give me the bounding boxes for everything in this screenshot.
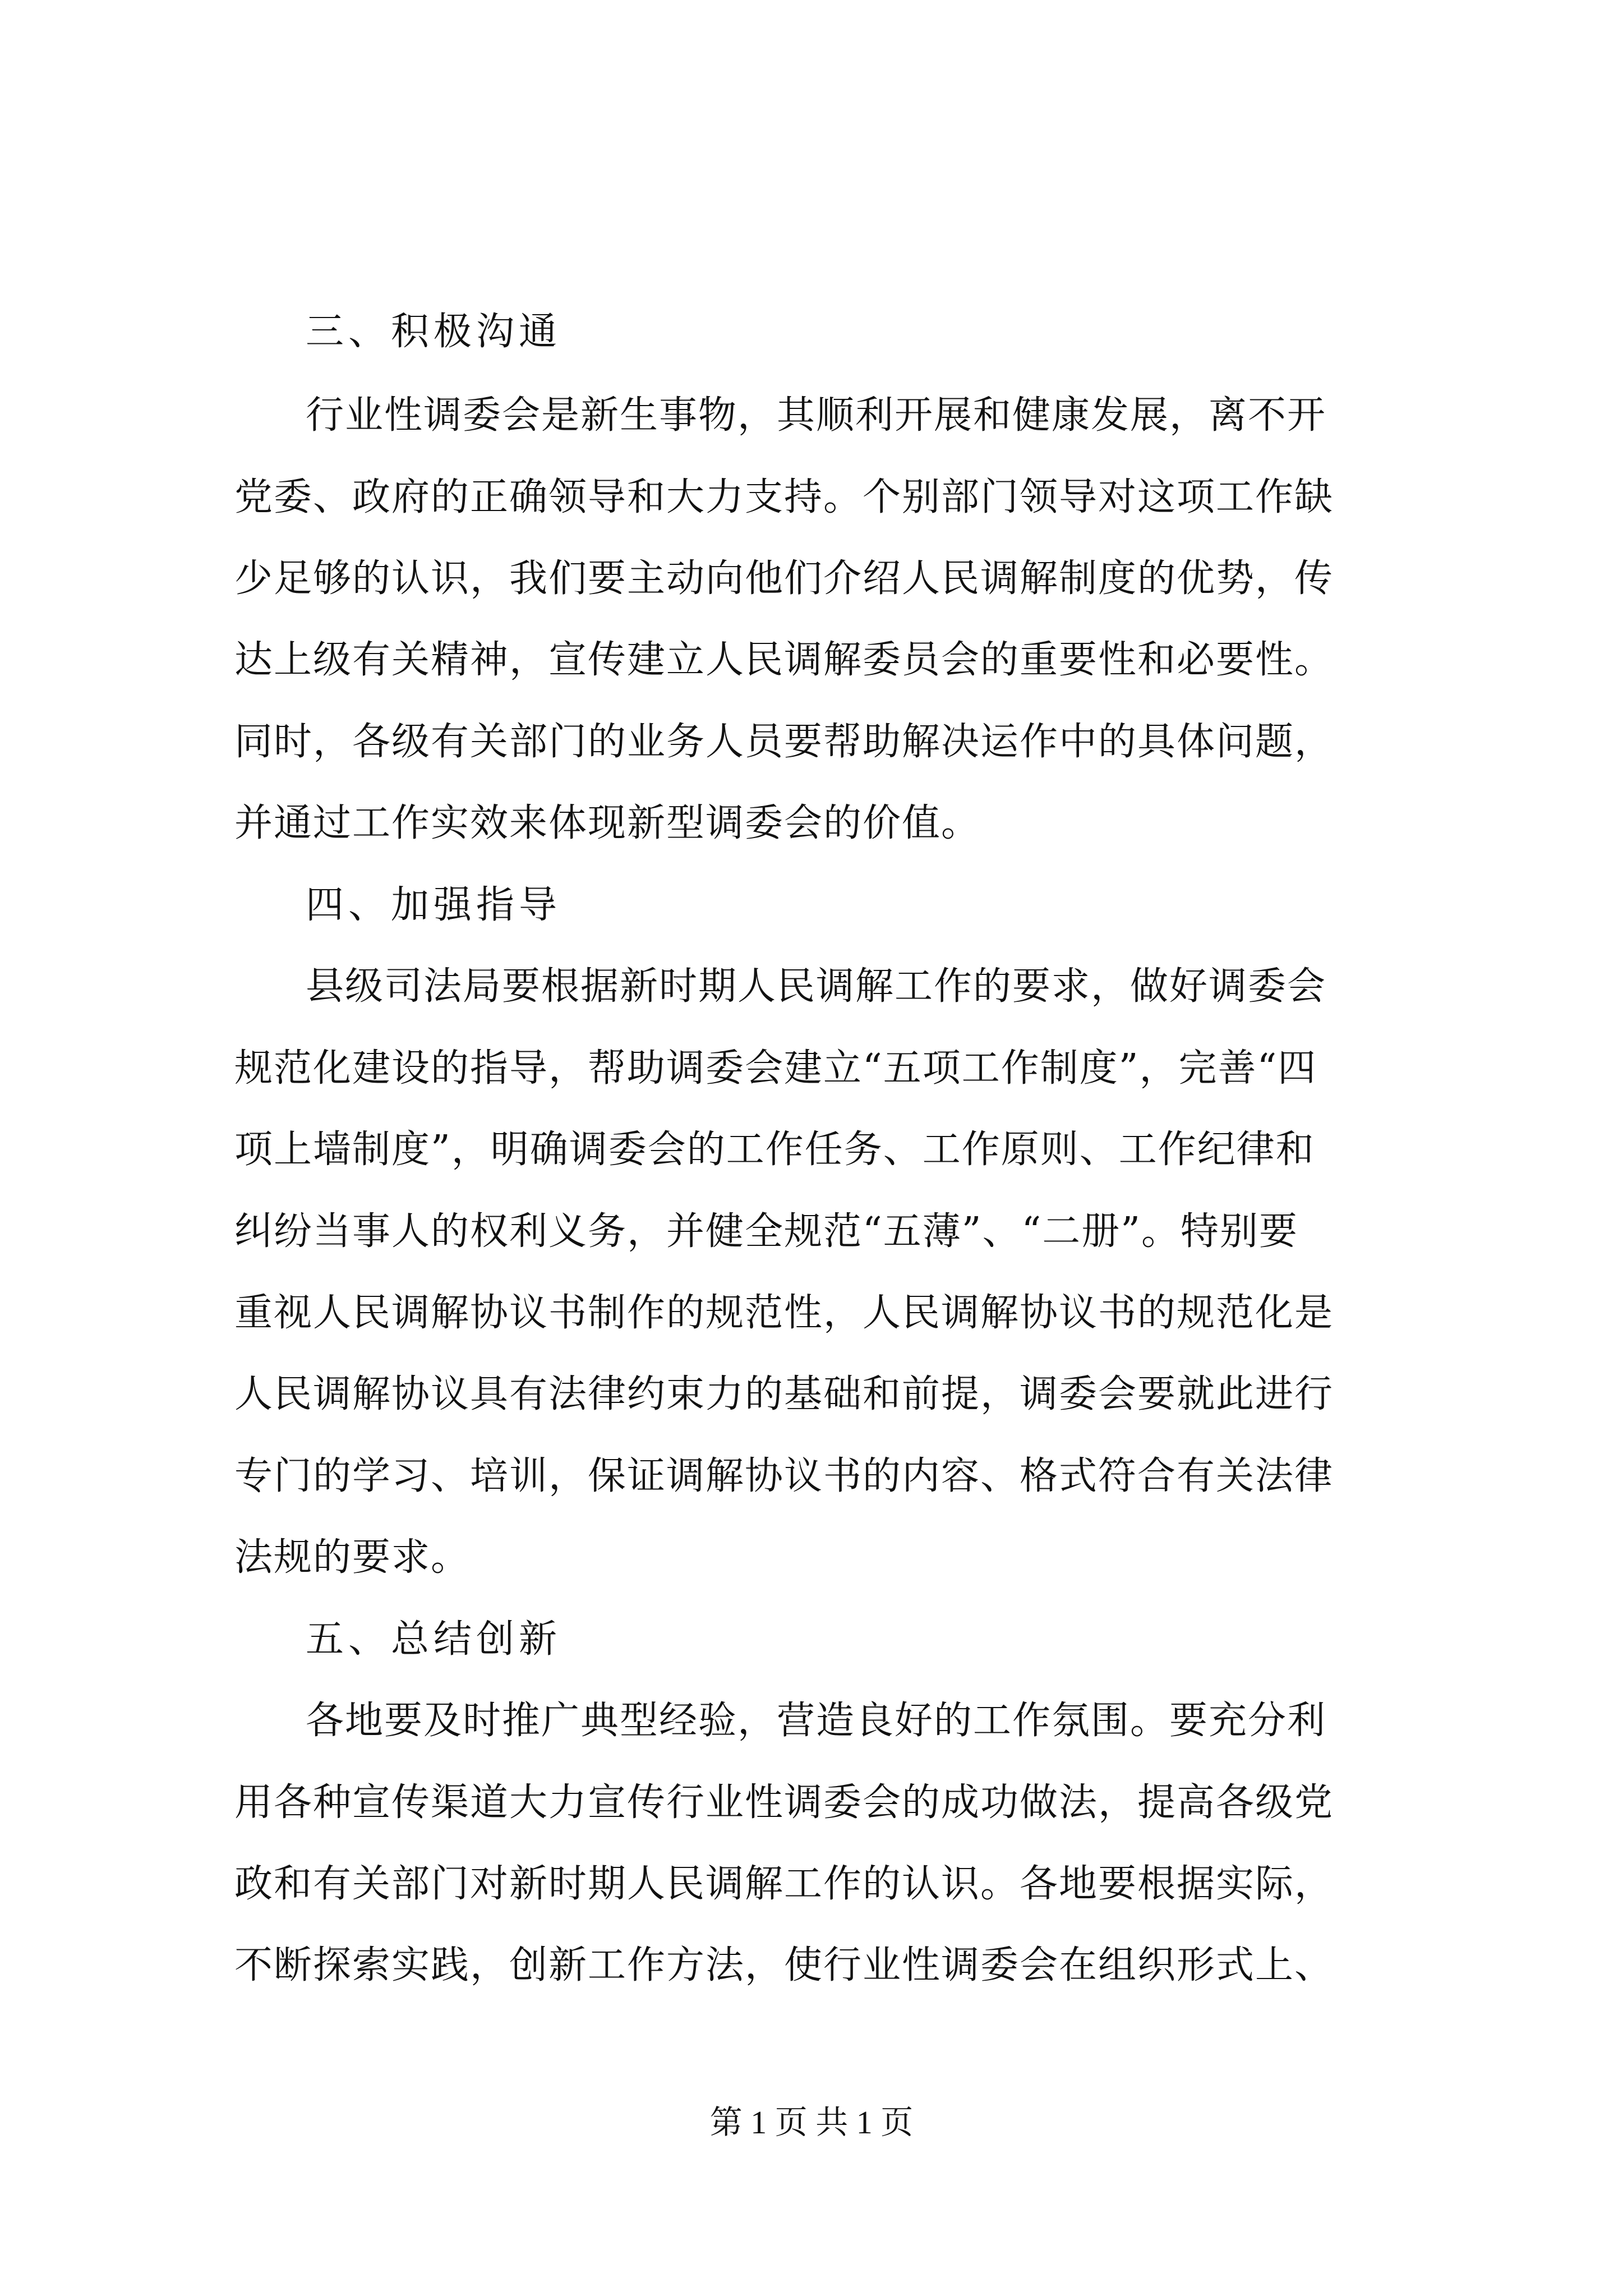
paragraph-line: 党委、政府的正确领导和大力支持。个别部门领导对这项工作缺 <box>234 475 1334 519</box>
paragraph-line: 不断探索实践，创新工作方法，使行业性调委会在组织形式上、 <box>234 1943 1334 1987</box>
section-heading-guidance: 四、加强指导 <box>306 883 562 927</box>
paragraph-line: 人民调解协议具有法律约束力的基础和前提，调委会要就此进行 <box>234 1372 1334 1416</box>
paragraph-line: 达上级有关精神，宣传建立人民调解委员会的重要性和必要性。 <box>234 638 1334 682</box>
page-number-footer: 第 1 页 共 1 页 <box>709 2104 914 2141</box>
paragraph-line: 少足够的认识，我们要主动向他们介绍人民调解制度的优势，传 <box>234 556 1334 601</box>
paragraph-line: 并通过工作实效来体现新型调委会的价值。 <box>234 801 981 845</box>
section-heading-innovation: 五、总结创新 <box>306 1617 562 1662</box>
paragraph-line: 行业性调委会是新生事物，其顺利开展和健康发展，离不开 <box>306 393 1327 438</box>
paragraph-line: 各地要及时推广典型经验，营造良好的工作氛围。要充分利 <box>306 1699 1327 1743</box>
paragraph-line: 县级司法局要根据新时期人民调解工作的要求，做好调委会 <box>306 964 1327 1009</box>
paragraph-line: 纠纷当事人的权利义务，并健全规范“五薄”、“二册”。特别要 <box>234 1209 1299 1254</box>
paragraph-line: 项上墙制度”，明确调委会的工作任务、工作原则、工作纪律和 <box>234 1128 1315 1172</box>
section-heading-communication: 三、积极沟通 <box>306 310 562 354</box>
paragraph-line: 专门的学习、培训，保证调解协议书的内容、格式符合有关法律 <box>234 1454 1334 1498</box>
paragraph-line: 同时，各级有关部门的业务人员要帮助解决运作中的具体问题， <box>234 720 1334 764</box>
paragraph-line: 重视人民调解协议书制作的规范性，人民调解协议书的规范化是 <box>234 1291 1334 1335</box>
paragraph-line: 用各种宣传渠道大力宣传行业性调委会的成功做法，提高各级党 <box>234 1780 1334 1825</box>
paragraph-line: 规范化建设的指导，帮助调委会建立“五项工作制度”，完善“四 <box>234 1046 1317 1091</box>
paragraph-line: 政和有关部门对新时期人民调解工作的认识。各地要根据实际， <box>234 1862 1334 1906</box>
paragraph-line: 法规的要求。 <box>234 1535 471 1580</box>
